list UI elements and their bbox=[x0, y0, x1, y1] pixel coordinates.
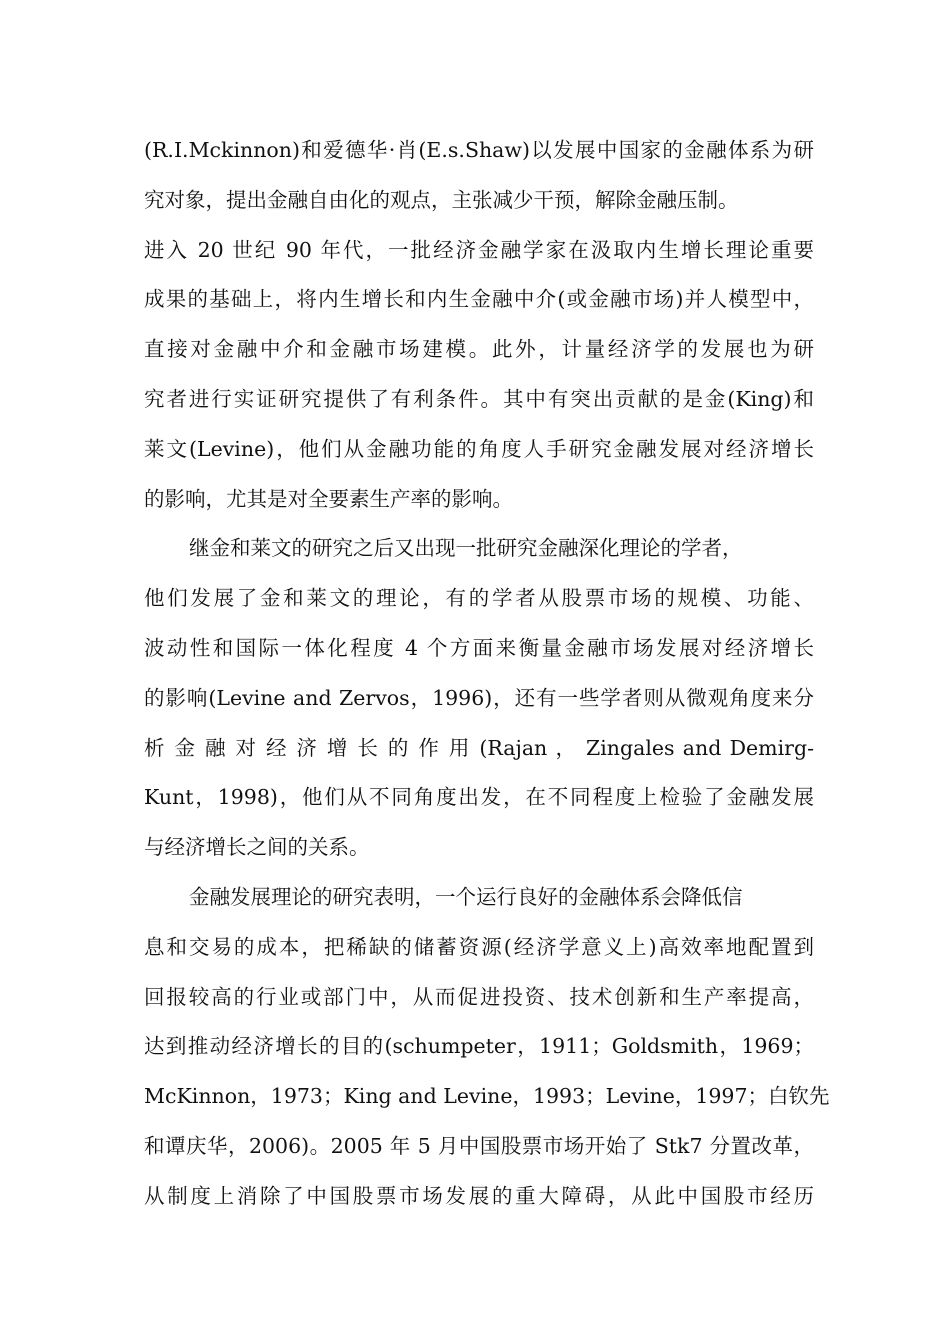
text-line: 莱文(Levine)，他们从金融功能的角度人手研究金融发展对经济增长 bbox=[144, 436, 814, 461]
text-line: 成果的基础上，将内生增长和内生金融中介(或金融市场)并人模型中， bbox=[144, 287, 814, 312]
text-line: 究对象，提出金融自由化的观点，主张减少干预，解除金融压制。 bbox=[144, 187, 739, 212]
text-line: 和谭庆华，2006)。2005 年 5 月中国股票市场开始了 Stk7 分置改革， bbox=[144, 1133, 814, 1158]
text-line: McKinnon，1973；King and Levine，1993；Levine，1997；白钦先 bbox=[144, 1084, 830, 1109]
text-line: 直接对金融中介和金融市场建模。此外，计量经济学的发展也为研 bbox=[144, 337, 814, 362]
paragraph-first-line: 金融发展理论的研究表明，一个运行良好的金融体系会降低信 bbox=[189, 884, 743, 909]
text-line: 的影响，尤其是对全要素生产率的影响。 bbox=[144, 486, 513, 511]
paragraph-first-line: 继金和莱文的研究之后又出现一批研究金融深化理论的学者， bbox=[189, 536, 743, 561]
text-line: 析 金 融 对 经 济 增 长 的 作 用 (Rajan ， Zingales and Demirg- bbox=[144, 735, 814, 760]
text-line: 进入 20 世纪 90 年代，一批经济金融学家在汲取内生增长理论重要 bbox=[144, 237, 814, 262]
text-line: 回报较高的行业或部门中，从而促进投资、技术创新和生产率提高， bbox=[144, 984, 814, 1009]
text-line: Kunt，1998)，他们从不同角度出发，在不同程度上检验了金融发展 bbox=[144, 785, 814, 810]
text-line: 他们发展了金和莱文的理论，有的学者从股票市场的规模、功能、 bbox=[144, 586, 814, 611]
text-line: 从制度上消除了中国股票市场发展的重大障碍，从此中国股市经历 bbox=[144, 1183, 814, 1208]
text-line: 与经济增长之间的关系。 bbox=[144, 835, 370, 860]
text-line: 究者进行实证研究提供了有利条件。其中有突出贡献的是金(King)和 bbox=[144, 386, 814, 411]
text-line: 息和交易的成本，把稀缺的储蓄资源(经济学意义上)高效率地配置到 bbox=[144, 934, 814, 959]
text-line: 的影响(Levine and Zervos，1996)，还有一些学者则从微观角度来分 bbox=[144, 685, 814, 710]
text-line: (R.I.Mckinnon)和爱德华·肖(E.s.Shaw)以发展中国家的金融体系为研 bbox=[144, 138, 814, 162]
text-line: 波动性和国际一体化程度 4 个方面来衡量金融市场发展对经济增长 bbox=[144, 635, 814, 660]
body-text bbox=[144, 126, 830, 1222]
text-line: 达到推动经济增长的目的(schumpeter，1911；Goldsmith，1969； bbox=[144, 1034, 814, 1059]
